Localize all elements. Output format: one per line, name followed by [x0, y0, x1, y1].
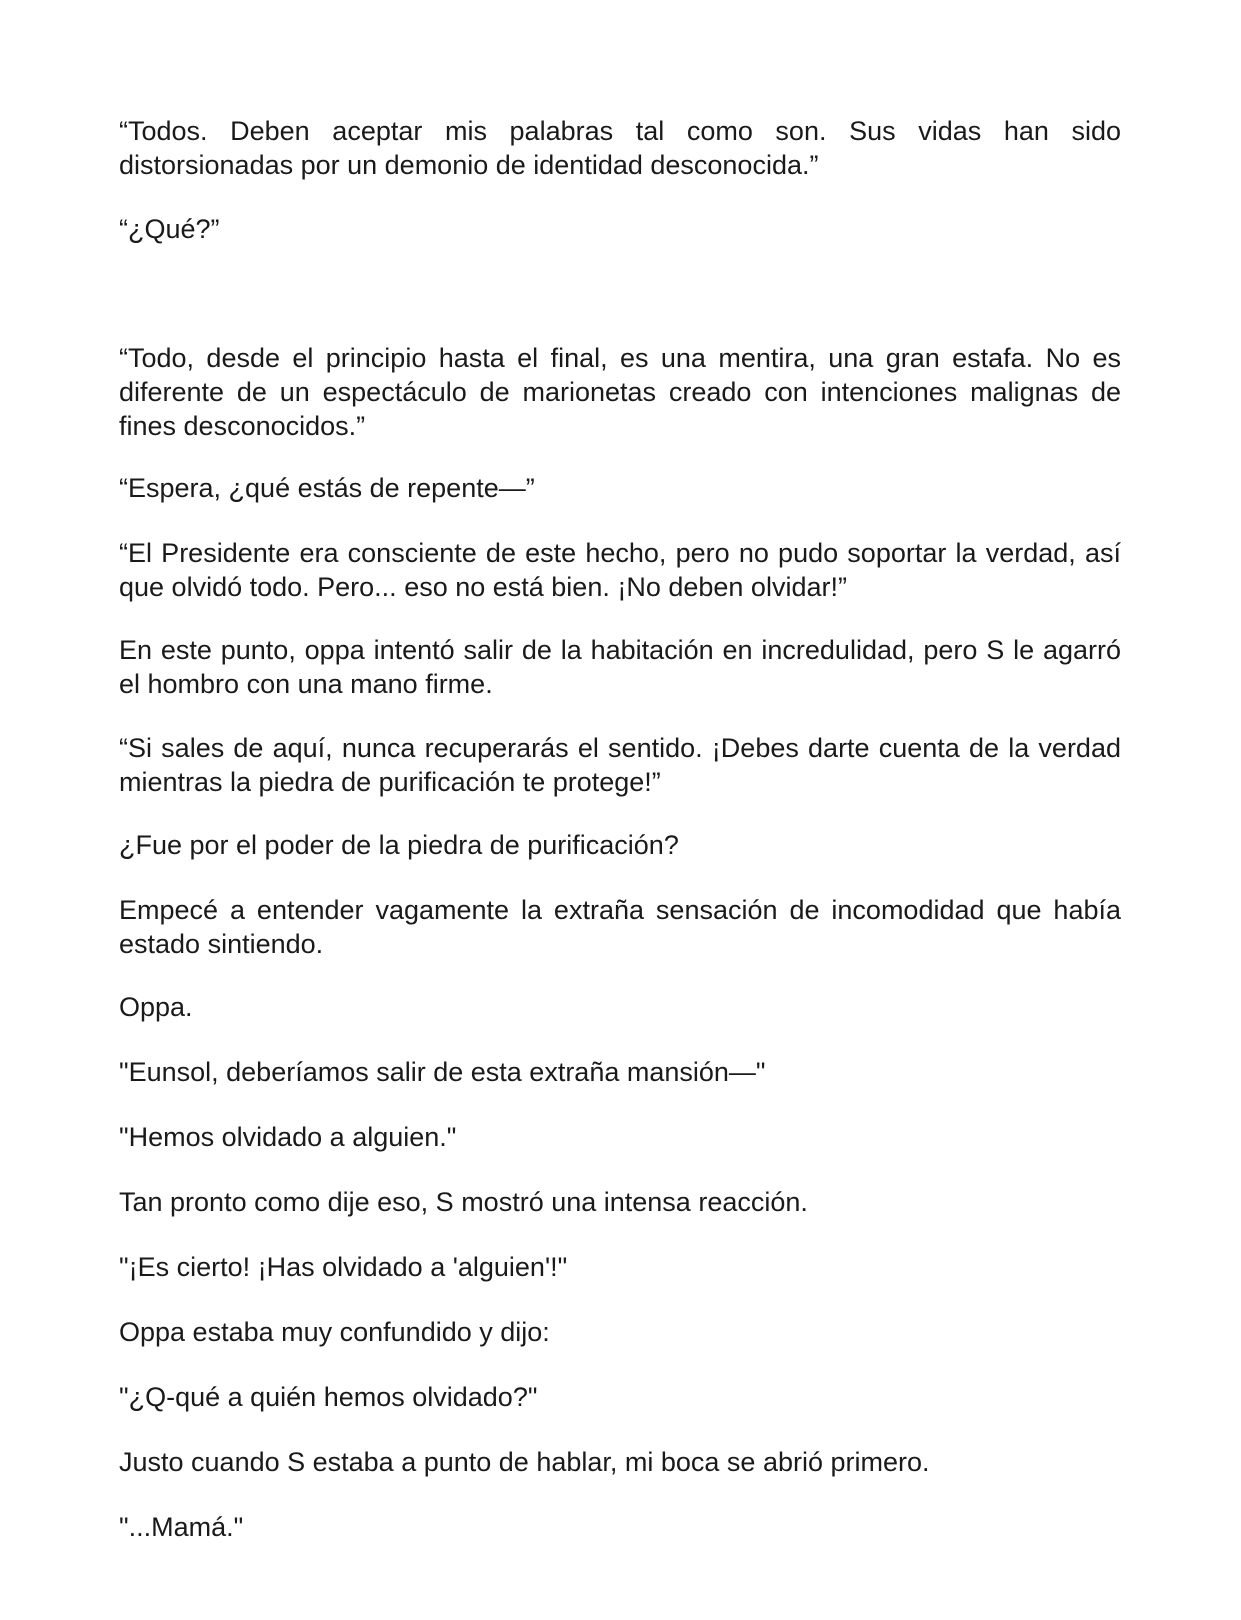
paragraph: “Espera, ¿qué estás de repente—”	[119, 473, 535, 503]
paragraph: Empecé a entender vagamente la extraña sensación de incomodidad que había estado sintiendo.	[119, 895, 1121, 959]
paragraph: "Eunsol, deberíamos salir de esta extraña mansión—"	[119, 1057, 766, 1087]
paragraph: "Hemos olvidado a alguien."	[119, 1122, 457, 1152]
paragraph: Oppa.	[119, 992, 193, 1022]
paragraph: "...Mamá."	[119, 1512, 244, 1542]
paragraph: “Todos. Deben aceptar mis palabras tal como son. Sus vidas han sido distorsionadas por un demonio de identidad desconocida.”	[119, 116, 1121, 180]
paragraph: Justo cuando S estaba a punto de hablar, mi boca se abrió primero.	[119, 1447, 930, 1477]
paragraph: "¿Q-qué a quién hemos olvidado?"	[119, 1382, 538, 1412]
paragraph: “El Presidente era consciente de este hecho, pero no pudo soportar la verdad, así que olvidó todo. Pero... eso no está bien. ¡No deben olvidar!”	[119, 538, 1121, 602]
paragraph: "¡Es cierto! ¡Has olvidado a 'alguien'!"	[119, 1252, 568, 1282]
paragraph: “Todo, desde el principio hasta el final, es una mentira, una gran estafa. No es diferente de un espectáculo de marionetas creado con intenciones malignas de fines desconocidos.”	[119, 343, 1121, 441]
paragraph: En este punto, oppa intentó salir de la habitación en incredulidad, pero S le agarró el hombro con una mano firme.	[119, 635, 1121, 699]
paragraph: Tan pronto como dije eso, S mostró una intensa reacción.	[119, 1187, 808, 1217]
paragraph: Oppa estaba muy confundido y dijo:	[119, 1317, 550, 1347]
paragraph: “¿Qué?”	[119, 214, 220, 244]
paragraph: ¿Fue por el poder de la piedra de purificación?	[119, 830, 679, 860]
paragraph: “Si sales de aquí, nunca recuperarás el sentido. ¡Debes darte cuenta de la verdad mientras la piedra de purificación te protege!”	[119, 733, 1121, 797]
